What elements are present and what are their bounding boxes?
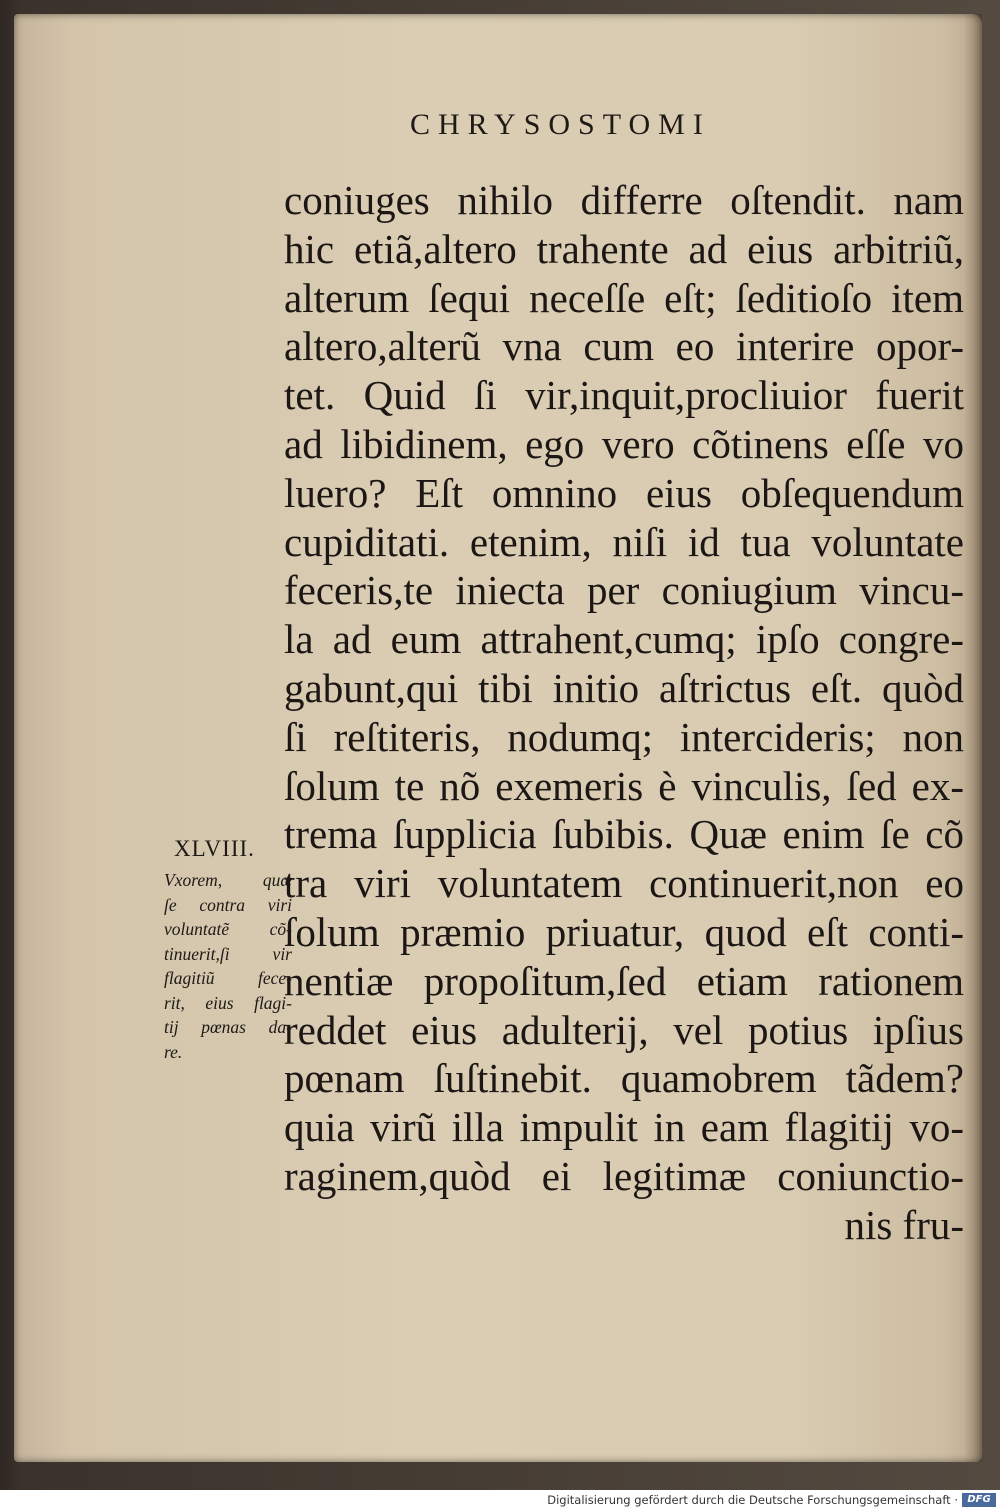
text-line: tra viri voluntatem continuerit,non eo	[284, 860, 964, 907]
text-line: ſolum præmio priuatur, quod eſt conti-	[284, 908, 964, 955]
text-line: ad libidinem, ego vero cõtinens eſſe vo	[284, 420, 964, 467]
body-text	[284, 176, 964, 1250]
text-line: trema ſupplicia ſubibis. Quæ enim ſe cõ	[284, 811, 964, 858]
footer-bar	[0, 1490, 1000, 1511]
text-line: quia virũ illa impulit in eam flagitij vo-	[284, 1104, 964, 1151]
marginal-note-line: re.	[164, 1041, 183, 1062]
text-line: tet. Quid ſi vir,inquit,procliuior fuerit	[284, 372, 964, 419]
marginal-note-line: rit, eius flagi-	[164, 992, 292, 1013]
text-line: alterum ſequi neceſſe eſt; ſeditioſo item	[284, 274, 964, 321]
dfg-logo: DFG	[962, 1493, 996, 1507]
footer-credit: Digitalisierung gefördert durch die Deutsche Forschungsgemeinschaft ·	[547, 1493, 958, 1507]
text-line: coniuges nihilo differre oſtendit. nam	[284, 177, 964, 223]
text-line: nentiæ propoſitum,ſed etiam rationem	[284, 957, 964, 1004]
text-line: la ad eum attrahent,cumq; ipſo congre-	[284, 616, 964, 663]
marginal-note-line: voluntatẽ cõ-	[164, 919, 292, 939]
text-line: gabunt,qui tibi initio aſtrictus eſt. quòd	[284, 664, 964, 711]
marginal-note	[164, 868, 292, 1064]
marginal-note-line: flagitiũ fece-	[164, 968, 292, 988]
text-line: hic etiã,altero trahente ad eius arbitriũ,	[284, 225, 964, 272]
text-line: raginem,quòd ei legitimæ coniunctio-	[284, 1152, 964, 1199]
text-line: altero,alterũ vna cum eo interire opor-	[284, 323, 964, 370]
catchword-line: nis fru-	[844, 1201, 964, 1248]
text-line: pœnam ſuſtinebit. quamobrem tãdem?	[284, 1055, 964, 1102]
marginal-section-number: XLVIII.	[174, 836, 255, 861]
text-line: luero? Eſt omnino eius obſequendum	[284, 469, 964, 516]
marginal-note-line: tij pœnas da-	[164, 1017, 292, 1037]
page-edge-shadow	[964, 14, 982, 1462]
text-line: cupiditati. etenim, niſi id tua voluntate	[284, 518, 964, 565]
text-line: ſi reſtiteris, nodumq; intercideris; non	[284, 713, 964, 760]
marginal-note-line: Vxorem, quæ	[164, 870, 292, 890]
text-line: feceris,te iniecta per coniugium vincu-	[284, 567, 964, 614]
text-line: ſolum te nõ exemeris è vinculis, ſed ex-	[284, 762, 964, 809]
marginal-note-line: ſe contra viri	[164, 894, 292, 915]
running-head: CHRYSOSTOMI	[410, 108, 711, 141]
text-line: reddet eius adulterij, vel potius ipſius	[284, 1006, 964, 1053]
marginal-note-line: tinuerit,ſi vir	[164, 943, 292, 964]
